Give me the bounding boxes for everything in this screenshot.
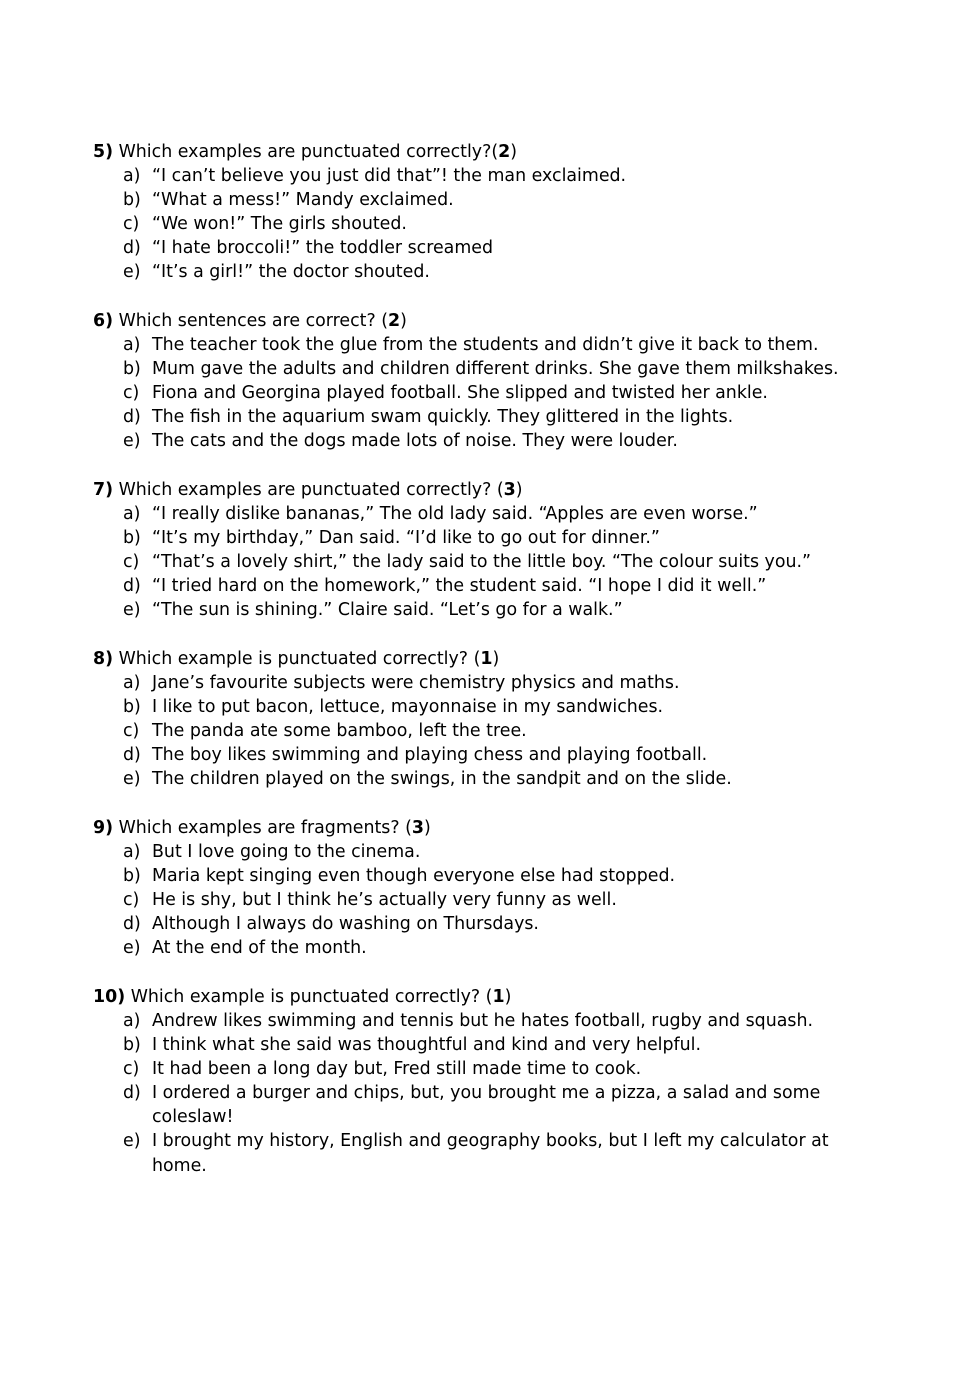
option-text: The cats and the dogs made lots of noise. They were louder. — [152, 431, 678, 452]
option-a — [93, 840, 872, 864]
marks-open: ( — [485, 987, 493, 1007]
option-letter: c) — [123, 552, 140, 573]
option-e — [93, 1129, 872, 1177]
option-a — [93, 1009, 872, 1033]
marks-open: ( — [381, 311, 389, 331]
option-c — [93, 1057, 872, 1081]
option-letter: b) — [123, 1035, 141, 1056]
question-title — [93, 140, 893, 164]
option-letter: a) — [123, 504, 141, 524]
option-c — [93, 719, 872, 743]
marks-value: 2 — [498, 142, 511, 162]
option-letter: d) — [123, 745, 141, 766]
options-list — [93, 671, 893, 791]
option-text: Jane’s favourite subjects were chemistry physics and maths. — [152, 673, 680, 693]
option-letter: c) — [123, 383, 140, 404]
option-letter: c) — [123, 214, 140, 235]
option-text: “I hate broccoli!” the toddler screamed — [152, 238, 494, 259]
option-text: Maria kept singing even though everyone else had stopped. — [152, 866, 676, 887]
question-number: 10) — [93, 987, 126, 1007]
option-b — [93, 1033, 872, 1057]
marks-close: ) — [424, 818, 431, 838]
option-a — [93, 333, 872, 357]
option-b — [93, 526, 872, 550]
question-title — [93, 985, 893, 1009]
option-d — [93, 743, 872, 767]
question-8 — [93, 647, 893, 791]
question-6 — [93, 309, 893, 453]
question-number: 6) — [93, 311, 114, 331]
marks-close: ) — [510, 142, 518, 162]
option-b — [93, 188, 872, 212]
option-text: Mum gave the adults and children different drinks. She gave them milkshakes. — [152, 359, 839, 380]
option-text: “The sun is shining.” Claire said. “Let’s go for a walk.” — [152, 600, 623, 621]
option-text: The fish in the aquarium swam quickly. They glittered in the lights. — [152, 407, 734, 428]
marks-close: ) — [515, 480, 523, 500]
question-title — [93, 816, 893, 840]
option-e — [93, 598, 872, 622]
option-letter: a) — [123, 1011, 141, 1031]
option-text: It had been a long day but, Fred still made time to cook. — [152, 1059, 642, 1080]
options-list — [93, 333, 893, 453]
option-text: The children played on the swings, in the sandpit and on the slide. — [152, 769, 732, 790]
option-d — [93, 236, 872, 260]
marks-close: ) — [504, 987, 512, 1007]
option-letter: a) — [123, 166, 141, 186]
question-7 — [93, 478, 893, 622]
option-text: Although I always do washing on Thursdays. — [152, 914, 539, 935]
option-letter: c) — [123, 721, 140, 742]
option-d — [93, 574, 872, 598]
option-letter: b) — [123, 697, 141, 718]
option-text: “We won!” The girls shouted. — [152, 214, 407, 235]
option-letter: d) — [123, 238, 141, 259]
option-letter: b) — [123, 359, 141, 380]
option-e — [93, 767, 872, 791]
option-text: “I tried hard on the homework,” the student said. “I hope I did it well.” — [152, 576, 767, 597]
marks-open: ( — [473, 649, 481, 669]
option-letter: a) — [123, 335, 141, 355]
option-text: “It’s a girl!” the doctor shouted. — [152, 262, 430, 283]
option-text: I ordered a burger and chips, but, you brought me a pizza, a salad and some coleslaw! — [152, 1083, 821, 1128]
options-list — [93, 502, 893, 622]
option-text: Fiona and Georgina played football. She slipped and twisted her ankle. — [152, 383, 768, 404]
option-text: Andrew likes swimming and tennis but he hates football, rugby and squash. — [152, 1011, 814, 1031]
option-text: “I really dislike bananas,” The old lady said. “Apples are even worse.” — [152, 504, 758, 524]
question-5 — [93, 140, 893, 284]
option-letter: e) — [123, 431, 141, 452]
option-c — [93, 888, 872, 912]
option-e — [93, 936, 872, 960]
marks-value: 3 — [503, 480, 516, 500]
option-letter: e) — [123, 600, 141, 621]
option-text: “What a mess!” Mandy exclaimed. — [152, 190, 454, 211]
option-text: The boy likes swimming and playing chess and playing football. — [152, 745, 708, 766]
option-b — [93, 864, 872, 888]
option-text: At the end of the month. — [152, 938, 367, 959]
options-list — [93, 1009, 893, 1178]
question-number: 5) — [93, 142, 114, 162]
marks-value: 2 — [388, 311, 401, 331]
option-text: He is shy, but I think he’s actually very funny as well. — [152, 890, 617, 911]
question-title — [93, 478, 893, 502]
option-letter: d) — [123, 914, 141, 935]
option-letter: d) — [123, 1083, 141, 1104]
option-text: I like to put bacon, lettuce, mayonnaise in my sandwiches. — [152, 697, 664, 718]
question-title — [93, 647, 893, 671]
option-b — [93, 357, 872, 381]
question-10 — [93, 985, 893, 1178]
marks-close: ) — [492, 649, 500, 669]
question-title — [93, 309, 893, 333]
marks-open: ( — [496, 480, 504, 500]
option-letter: a) — [123, 842, 141, 862]
option-letter: b) — [123, 528, 141, 549]
option-e — [93, 429, 872, 453]
option-letter: e) — [123, 262, 141, 283]
question-number: 9) — [93, 818, 114, 838]
question-prompt: Which example is punctuated correctly? — [130, 987, 486, 1007]
option-letter: b) — [123, 866, 141, 887]
option-letter: e) — [123, 938, 141, 959]
option-text: The panda ate some bamboo, left the tree. — [152, 721, 527, 742]
option-letter: e) — [123, 1131, 141, 1152]
option-text: The teacher took the glue from the students and didn’t give it back to them. — [152, 335, 819, 355]
option-letter: c) — [123, 890, 140, 911]
option-c — [93, 212, 872, 236]
question-number: 7) — [93, 480, 114, 500]
option-letter: b) — [123, 190, 141, 211]
option-b — [93, 695, 872, 719]
marks-value: 1 — [480, 649, 493, 669]
question-prompt: Which example is punctuated correctly? — [118, 649, 474, 669]
option-d — [93, 405, 872, 429]
option-a — [93, 164, 872, 188]
option-text: But I love going to the cinema. — [152, 842, 421, 862]
question-prompt: Which examples are punctuated correctly? — [118, 480, 497, 500]
option-e — [93, 260, 872, 284]
options-list — [93, 164, 893, 284]
marks-open: ( — [405, 818, 412, 838]
option-text: “That’s a lovely shirt,” the lady said to the little boy. “The colour suits you.” — [152, 552, 812, 573]
option-d — [93, 912, 872, 936]
option-letter: d) — [123, 407, 141, 428]
option-letter: e) — [123, 769, 141, 790]
option-text: “It’s my birthday,” Dan said. “I’d like to go out for dinner.” — [152, 528, 660, 549]
option-letter: d) — [123, 576, 141, 597]
question-prompt: Which sentences are correct? — [118, 311, 382, 331]
question-9 — [93, 816, 893, 960]
option-a — [93, 671, 872, 695]
option-text: I think what she said was thoughtful and kind and very helpful. — [152, 1035, 702, 1056]
option-a — [93, 502, 872, 526]
option-letter: c) — [123, 1059, 140, 1080]
option-text: I brought my history, English and geography books, but I left my calculator at home. — [152, 1131, 829, 1176]
option-d — [93, 1081, 872, 1129]
option-c — [93, 381, 872, 405]
question-prompt: Which examples are fragments? — [118, 818, 406, 838]
marks-open: ( — [491, 142, 499, 162]
marks-close: ) — [400, 311, 407, 331]
marks-value: 1 — [492, 987, 505, 1007]
options-list — [93, 840, 893, 960]
question-number: 8) — [93, 649, 114, 669]
marks-value: 3 — [411, 818, 425, 838]
option-c — [93, 550, 872, 574]
option-letter: a) — [123, 673, 141, 693]
question-prompt: Which examples are punctuated correctly? — [118, 142, 492, 162]
option-text: “I can’t believe you just did that”! the man exclaimed. — [152, 166, 627, 186]
